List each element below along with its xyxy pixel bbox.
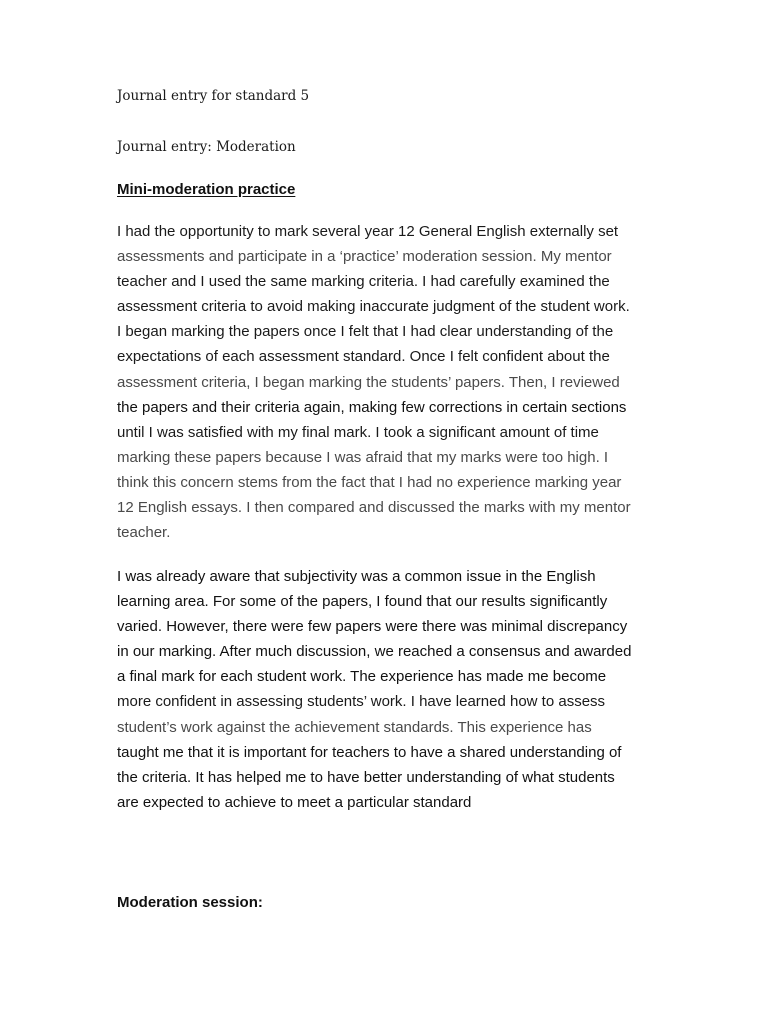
paragraph-line: varied. However, there were few papers were there was minimal discrepancy	[117, 618, 628, 636]
paragraph-2	[117, 564, 657, 815]
paragraph-line: I had the opportunity to mark several year 12 General English externally set	[117, 223, 619, 240]
paragraph-line: are expected to achieve to meet a particular standard	[117, 793, 472, 811]
paragraph-line: until I was satisfied with my final mark. I took a significant amount of time	[117, 423, 599, 441]
paragraph-line: taught me that it is important for teachers to have a shared understanding of	[117, 743, 622, 761]
paragraph-line: the papers and their criteria again, making few corrections in certain sections	[117, 398, 627, 416]
paragraph-line: learning area. For some of the papers, I found that our results significantly	[117, 593, 608, 611]
paragraph-line: assessment criteria to avoid making inaccurate judgment of the student work.	[117, 298, 630, 316]
paragraph-line: student’s work against the achievement standards. This experience has	[117, 718, 592, 736]
paragraph-line: teacher and I used the same marking criteria. I had carefully examined the	[117, 273, 610, 291]
moderation-session-heading: Moderation session:	[117, 894, 263, 911]
paragraph-line: a final mark for each student work. The experience has made me become	[117, 668, 607, 686]
paragraph-line: assessments and participate in a ‘practice’ moderation session. My mentor	[117, 248, 612, 266]
paragraph-line: in our marking. After much discussion, we reached a consensus and awarded	[117, 643, 632, 661]
paragraph-line: the criteria. It has helped me to have better understanding of what students	[117, 768, 615, 786]
journal-subheading: Journal entry: Moderation	[117, 139, 296, 155]
paragraph-1	[117, 219, 657, 545]
journal-heading: Journal entry for standard 5	[117, 88, 310, 104]
paragraph-line: I began marking the papers once I felt that I had clear understanding of the	[117, 323, 614, 341]
paragraph-line: I was already aware that subjectivity was a common issue in the English	[117, 568, 596, 585]
paragraph-line: more confident in assessing students’ work. I have learned how to assess	[117, 693, 606, 711]
paragraph-line: teacher.	[117, 524, 171, 542]
paragraph-line: expectations of each assessment standard. Once I felt confident about the	[117, 348, 610, 366]
paragraph-line: 12 English essays. I then compared and discussed the marks with my mentor	[117, 499, 631, 517]
paragraph-line: marking these papers because I was afraid that my marks were too high. I	[117, 448, 609, 466]
paragraph-line: assessment criteria, I began marking the students’ papers. Then, I reviewed	[117, 373, 620, 391]
section-title: Mini-moderation practice	[117, 181, 296, 198]
paragraph-line: think this concern stems from the fact that I had no experience marking year	[117, 473, 622, 491]
